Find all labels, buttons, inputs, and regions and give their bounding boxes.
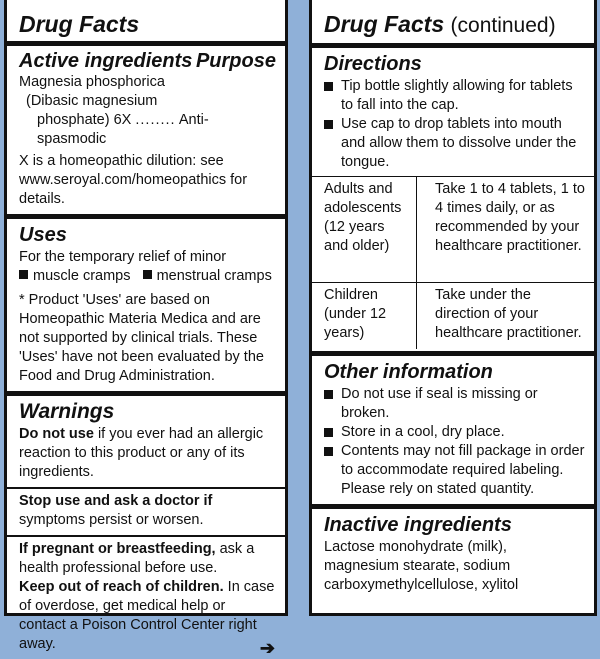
purpose-title: Purpose — [195, 50, 276, 72]
drug-facts-title: Drug Facts — [19, 11, 140, 37]
use-item: menstrual cramps — [156, 268, 272, 284]
pregnancy-label: If pregnant or breastfeeding, — [19, 541, 216, 557]
uses-section — [7, 219, 285, 396]
bullet-square-icon — [143, 270, 152, 279]
uses-title: Uses — [19, 224, 67, 246]
uses-intro: For the temporary relief of minor — [19, 249, 227, 265]
ingredient-dilution-row — [19, 111, 276, 149]
bullet-square-icon — [19, 270, 28, 279]
drug-facts-header — [7, 0, 285, 46]
ingredient-name-line3: phosphate) 6X — [37, 112, 132, 128]
pregnancy-section — [7, 537, 285, 659]
directions-item — [324, 115, 585, 172]
other-information-text: Do not use if seal is missing or broken. — [341, 386, 538, 421]
inactive-ingredients-section — [312, 509, 594, 600]
continued-label: (continued) — [450, 14, 556, 37]
do-not-use-warning — [19, 425, 276, 482]
bullet-square-icon — [324, 447, 333, 456]
do-not-use-label: Do not use — [19, 426, 94, 442]
bullet-square-icon — [324, 390, 333, 399]
ingredient-purpose: Anti-spasmodic — [37, 112, 209, 147]
directions-title: Directions — [324, 53, 422, 75]
leader-dots: ........ — [135, 112, 176, 128]
stop-use-warning — [19, 492, 276, 530]
stop-use-label: Stop use and ask a doctor if — [19, 493, 213, 509]
uses-items — [19, 267, 276, 286]
bullet-square-icon — [324, 428, 333, 437]
keep-out-label: Keep out of reach of children. — [19, 579, 224, 595]
drug-facts-continued-header — [312, 0, 594, 48]
pregnancy-warning — [19, 540, 276, 578]
inactive-ingredients-text: Lactose monohydrate (milk), magnesium stearate, sodium carboxymethylcellulose, xylitol — [324, 539, 519, 593]
drug-facts-title-text: Drug Facts — [324, 11, 445, 37]
bullet-square-icon — [324, 120, 333, 129]
stop-use-text: symptoms persist or worsen. — [19, 512, 204, 528]
bullet-square-icon — [324, 82, 333, 91]
other-information-item — [324, 423, 585, 442]
other-information-section — [312, 356, 594, 509]
continue-arrow-icon: ➔ — [259, 638, 275, 658]
use-item: muscle cramps — [33, 268, 131, 284]
dosage-amount-adults: Take 1 to 4 tablets, 1 to 4 times daily, or as recommended by your healthcare practitioner. — [416, 177, 594, 282]
dosage-who-adults: Adults and adolescents (12 years and older) — [324, 181, 402, 254]
directions-section — [312, 48, 594, 356]
active-ingredients-heading — [19, 49, 276, 73]
warnings-title: Warnings — [19, 400, 115, 423]
other-information-text: Store in a cool, dry place. — [341, 424, 505, 440]
directions-item-text: Use cap to drop tablets into mouth and allow them to dissolve under the tongue. — [341, 116, 577, 170]
other-information-item — [324, 442, 585, 499]
uses-disclaimer: * Product 'Uses' are based on Homeopathic Materia Medica and are not supported by clinical trials. These 'Uses' have not been evaluated by the Food and Drug Administration. — [19, 292, 264, 384]
dilution-note: X is a homeopathic dilution: see www.seroyal.com/homeopathics for details. — [19, 153, 248, 207]
ingredient-name: Magnesia phosphorica — [19, 74, 165, 90]
drug-facts-continued-title — [324, 11, 556, 37]
other-information-text: Contents may not fill package in order to accommodate required labeling. Please rely on stated quantity. — [341, 443, 585, 497]
dosage-who-children: Children (under 12 years) — [324, 287, 387, 341]
drug-facts-panel-right — [309, 0, 597, 616]
other-information-title: Other information — [324, 361, 493, 383]
other-information-list — [324, 385, 585, 499]
other-information-item — [324, 385, 585, 423]
stop-use-section — [7, 489, 285, 537]
active-ingredients-title: Active ingredients — [19, 50, 193, 72]
pregnancy-text: ask a health professional before use. — [19, 541, 255, 576]
drug-facts-panel-left — [4, 0, 288, 658]
dosage-table — [312, 176, 594, 349]
directions-list — [324, 77, 585, 172]
active-ingredients-section — [7, 46, 285, 219]
inactive-ingredients-title: Inactive ingredients — [324, 514, 512, 536]
do-not-use-text: if you ever had an allergic reaction to this product or any of its ingredients. — [19, 426, 264, 480]
ingredient-name-line2: (Dibasic magnesium — [26, 93, 158, 109]
directions-item-text: Tip bottle slightly allowing for tablets to fall into the cap. — [341, 78, 573, 113]
keep-out-text: In case of overdose, get medical help or contact a Poison Control Center right away. — [19, 579, 275, 652]
keep-out-warning — [19, 578, 276, 654]
dosage-amount-children: Take under the direction of your healthcare practitioner. — [416, 283, 594, 349]
directions-item — [324, 77, 585, 115]
warnings-section — [7, 396, 285, 489]
